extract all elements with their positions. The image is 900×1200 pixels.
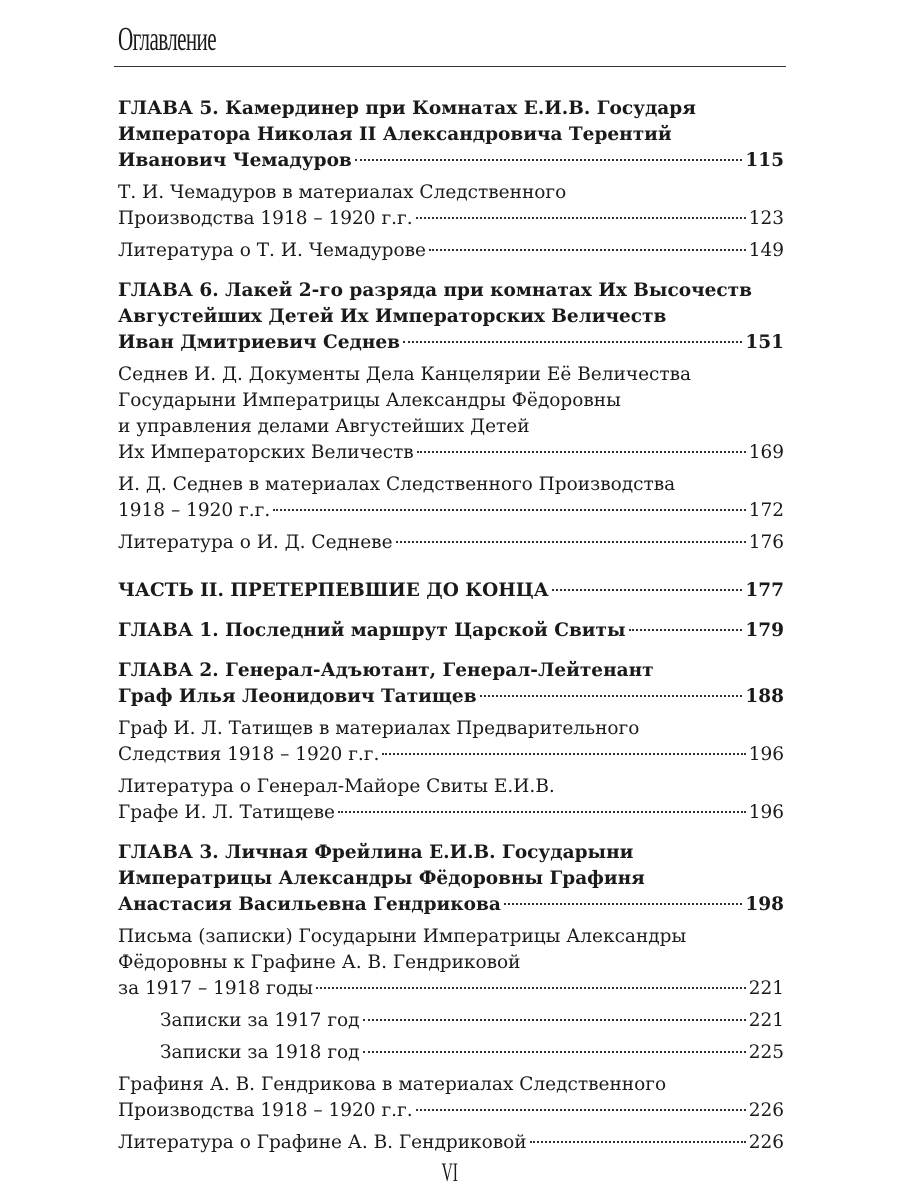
toc-page-number[interactable]: 226	[748, 1132, 784, 1153]
dot-leader	[316, 987, 746, 989]
toc-entry-title: ЧАСТЬ II. ПРЕТЕРПЕВШИЕ ДО КОНЦА	[118, 580, 549, 601]
toc-page-number[interactable]: 172	[748, 500, 784, 521]
toc-entry-title: Иванович Чемадуров	[118, 150, 352, 171]
toc-entry-line: Т. И. Чемадуров в материалах Следственного	[118, 182, 567, 203]
toc-page-number[interactable]: 169	[748, 442, 784, 463]
toc-entry-line: ГЛАВА 3. Личная Фрейлина Е.И.В. Государыни	[118, 842, 634, 863]
toc-entry[interactable]	[118, 180, 784, 232]
dot-leader	[416, 1109, 746, 1111]
toc-entry-final-line	[118, 578, 784, 604]
toc-entry[interactable]	[118, 472, 784, 524]
toc-entry[interactable]	[118, 658, 784, 710]
toc-entry-title: Иван Дмитриевич Седнев	[118, 332, 400, 353]
toc-page-number[interactable]: 226	[748, 1100, 784, 1121]
toc-entry[interactable]	[118, 238, 784, 264]
toc-entry-final-line	[160, 1008, 784, 1034]
toc-entry-title: ГЛАВА 1. Последний маршрут Царской Свиты	[118, 620, 626, 641]
dot-leader	[629, 629, 743, 631]
toc-entry-line: Седнев И. Д. Документы Дела Канцелярии Её Величества	[118, 364, 692, 385]
toc-entry-line: Графиня А. В. Гендрикова в материалах Следственного	[118, 1074, 667, 1095]
toc-entry-title: Следствия 1918 – 1920 г.г.	[118, 744, 380, 765]
toc-entry-final-line	[160, 1040, 784, 1066]
toc-page-number[interactable]: 188	[745, 686, 784, 707]
toc-entry-title: Графе И. Л. Татищеве	[118, 802, 335, 823]
toc-page-number[interactable]: 196	[748, 802, 784, 823]
toc-entry-final-line	[118, 206, 784, 232]
toc-entry[interactable]	[118, 924, 784, 1002]
toc-entry-final-line	[118, 742, 784, 768]
toc-entry-title: Анастасия Васильевна Гендрикова	[118, 894, 501, 915]
toc-entry-final-line	[118, 684, 784, 710]
toc-entry-final-line	[118, 330, 784, 356]
dot-leader	[504, 903, 743, 905]
dot-leader	[416, 217, 746, 219]
toc-entry-line: и управления делами Августейших Детей	[118, 416, 530, 437]
toc-entry-line: Фёдоровны к Графине А. В. Гендриковой	[118, 952, 521, 973]
dot-leader	[338, 811, 746, 813]
toc-entry-title: Литература о Графине А. В. Гендриковой	[118, 1132, 527, 1153]
toc-entry-line: Августейших Детей Их Императорских Величеств	[118, 306, 667, 327]
toc-entry[interactable]	[118, 618, 784, 644]
toc-entry-final-line	[118, 800, 784, 826]
dot-leader	[382, 753, 745, 755]
toc-page-number[interactable]: 149	[748, 240, 784, 261]
toc-entry-line: ГЛАВА 6. Лакей 2-го разряда при комнатах Их Высочеств	[118, 280, 752, 301]
dot-leader	[396, 541, 746, 543]
toc-page-number[interactable]: 196	[748, 744, 784, 765]
toc-page-number[interactable]: 225	[748, 1042, 784, 1063]
toc-entry-line: И. Д. Седнев в материалах Следственного Производства	[118, 474, 676, 495]
table-of-contents	[118, 96, 784, 1156]
toc-entry[interactable]	[118, 530, 784, 556]
dot-leader	[403, 341, 742, 343]
dot-leader	[417, 451, 746, 453]
toc-entry-final-line	[118, 618, 784, 644]
toc-page-number[interactable]: 176	[748, 532, 784, 553]
toc-page-number[interactable]: 123	[748, 208, 784, 229]
toc-page-number[interactable]: 151	[745, 332, 784, 353]
toc-entry[interactable]	[118, 1130, 784, 1156]
toc-entry[interactable]	[118, 96, 784, 174]
header-divider	[114, 66, 786, 67]
toc-entry[interactable]	[118, 578, 784, 604]
toc-entry-title: Записки за 1918 год	[160, 1042, 360, 1063]
toc-page-number[interactable]: 177	[745, 580, 784, 601]
toc-page-number[interactable]: 221	[748, 978, 784, 999]
toc-entry-line: Государыни Императрицы Александры Фёдоровны	[118, 390, 621, 411]
dot-leader	[530, 1141, 746, 1143]
dot-leader	[273, 509, 745, 511]
toc-entry[interactable]	[118, 774, 784, 826]
dot-leader	[552, 589, 743, 591]
toc-page-number[interactable]: 179	[745, 620, 784, 641]
toc-page-number[interactable]: 221	[748, 1010, 784, 1031]
toc-entry-line: ГЛАВА 2. Генерал-Адъютант, Генерал-Лейтенант	[118, 660, 654, 681]
dot-leader	[429, 249, 746, 251]
toc-entry-title: Производства 1918 – 1920 г.г.	[118, 208, 413, 229]
page-number-text: VI	[441, 1158, 459, 1187]
toc-entry[interactable]	[118, 278, 784, 356]
toc-entry-final-line	[118, 530, 784, 556]
toc-page-number[interactable]: 198	[745, 894, 784, 915]
toc-entry[interactable]	[118, 840, 784, 918]
toc-entry-final-line	[118, 440, 784, 466]
toc-entry-title: 1918 – 1920 г.г.	[118, 500, 271, 521]
toc-entry-final-line	[118, 1098, 784, 1124]
page-number	[0, 1158, 900, 1188]
toc-entry-final-line	[118, 1130, 784, 1156]
toc-entry-final-line	[118, 498, 784, 524]
toc-entry[interactable]	[118, 716, 784, 768]
dot-leader	[480, 695, 743, 697]
dot-leader	[355, 159, 743, 161]
dot-leader	[363, 1019, 746, 1021]
toc-entry-title: Производства 1918 – 1920 г.г.	[118, 1100, 413, 1121]
dot-leader	[363, 1051, 746, 1053]
toc-entry-line: Письма (записки) Государыни Императрицы Александры	[118, 926, 687, 947]
toc-entry-final-line	[118, 238, 784, 264]
toc-entry-title: Литература о И. Д. Седневе	[118, 532, 393, 553]
toc-entry-final-line	[118, 976, 784, 1002]
toc-entry[interactable]	[118, 362, 784, 466]
toc-entry-line: Императора Николая II Александровича Терентий	[118, 124, 672, 145]
toc-entry-final-line	[118, 148, 784, 174]
toc-entry-line: Литература о Генерал-Майоре Свиты Е.И.В.	[118, 776, 555, 797]
toc-entry-title: Литература о Т. И. Чемадурове	[118, 240, 426, 261]
toc-entry[interactable]	[118, 1040, 784, 1066]
toc-entry-title: Их Императорских Величеств	[118, 442, 414, 463]
toc-entry-title: Записки за 1917 год	[160, 1010, 360, 1031]
toc-page-number[interactable]: 115	[745, 150, 784, 171]
toc-entry[interactable]	[118, 1072, 784, 1124]
toc-entry-title: за 1917 – 1918 годы	[118, 978, 313, 999]
toc-entry-final-line	[118, 892, 784, 918]
toc-entry-line: Граф И. Л. Татищев в материалах Предварительного	[118, 718, 640, 739]
page-title: Оглавление	[118, 21, 216, 58]
toc-entry-line: ГЛАВА 5. Камердинер при Комнатах Е.И.В. Государя	[118, 98, 696, 119]
toc-entry-title: Граф Илья Леонидович Татищев	[118, 686, 477, 707]
toc-entry[interactable]	[118, 1008, 784, 1034]
toc-entry-line: Императрицы Александры Фёдоровны Графиня	[118, 868, 645, 889]
